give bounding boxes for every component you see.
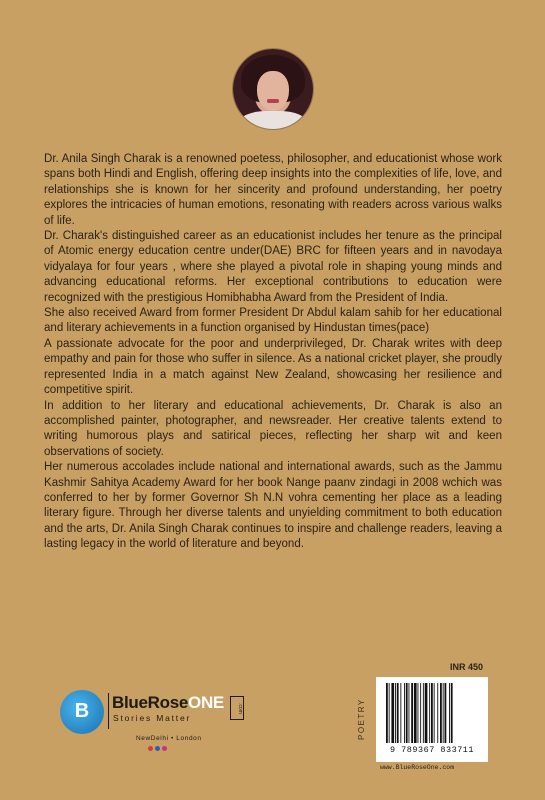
publisher-name-part1: BlueRose <box>112 693 189 712</box>
author-portrait <box>233 49 313 129</box>
author-bio <box>44 152 502 553</box>
portrait-lips <box>267 99 279 103</box>
publisher-name-part2: ONE <box>188 693 224 712</box>
isbn-barcode <box>376 677 488 762</box>
logo-divider <box>108 693 109 729</box>
portrait-collar <box>239 111 307 129</box>
publisher-tagline: Stories Matter <box>113 713 192 723</box>
publisher-website: www.BlueRoseOne.com <box>380 764 455 771</box>
youtube-icon <box>148 746 153 751</box>
bio-paragraph: She also received Award from former President Dr Abdul kalam sahib for her educational and literary achievements in a function organised by Hindustan times(pace) <box>44 307 502 335</box>
bio-paragraph: Dr. Anila Singh Charak is a renowned poetess, philosopher, and educationist whose work spans both Hindi and English, offering deep insights into the complexities of life, love, and relationships she is known for her sincerity and profound understanding, her poetry explores the intricacies of human emotions, resonating with readers across various walks of life. <box>44 153 502 227</box>
price-label: INR 450 <box>450 662 484 672</box>
barcode-icon <box>384 683 480 743</box>
publisher-badge: .com <box>230 696 244 720</box>
social-icons <box>148 746 167 751</box>
facebook-icon <box>155 746 160 751</box>
portrait-face <box>257 71 289 111</box>
bio-paragraph: Dr. Charak's distinguished career as an educationist includes her tenure as the principal of Atomic energy education centre under(DAE) BRC for fifteen years and in navodaya vidyalaya for four years , where she played a pivotal role in shaping young minds and advancing educational reforms. Her exceptional contributions to education were recognized with the prestigious Homibhabha Award from the President of India. <box>44 230 502 304</box>
bio-paragraph: A passionate advocate for the poor and underprivileged, Dr. Charak writes with deep empathy and pain for those who suffer in silence. As a national cricket player, she proudly represented India in a match against New Zealand, showcasing her resilience and competitive spirit. <box>44 337 502 397</box>
bio-paragraph: In addition to her literary and educational achievements, Dr. Charak is also an accomplished painter, photographer, and newsreader. Her creative talents extend to writing humorous plays and satirical pieces, reflecting her sharp wit and keen observations of society. <box>44 399 502 458</box>
publisher-logo-icon <box>60 690 104 734</box>
publisher-name <box>112 693 224 713</box>
isbn-digits: 9 789367 833711 <box>389 745 474 755</box>
instagram-icon <box>162 746 167 751</box>
publisher-cities: NewDelhi • London <box>136 735 202 742</box>
genre-label: POETRY <box>357 698 366 740</box>
bio-paragraph: Her numerous accolades include national and international awards, such as the Jammu Kashmir Sahitya Academy Award for her book Nange paanv zindagi in 2008 wchich was conferred to her by former Governor Sh N.N vohra cementing her place as a leading literary figure. Through her diverse talents and unyielding commitment to both education and the arts, Dr. Anila Singh Charak continues to inspire and challenge readers, leaving a lasting legacy in the world of literature and beyond. <box>44 461 502 551</box>
logo-letter: B <box>74 700 90 722</box>
